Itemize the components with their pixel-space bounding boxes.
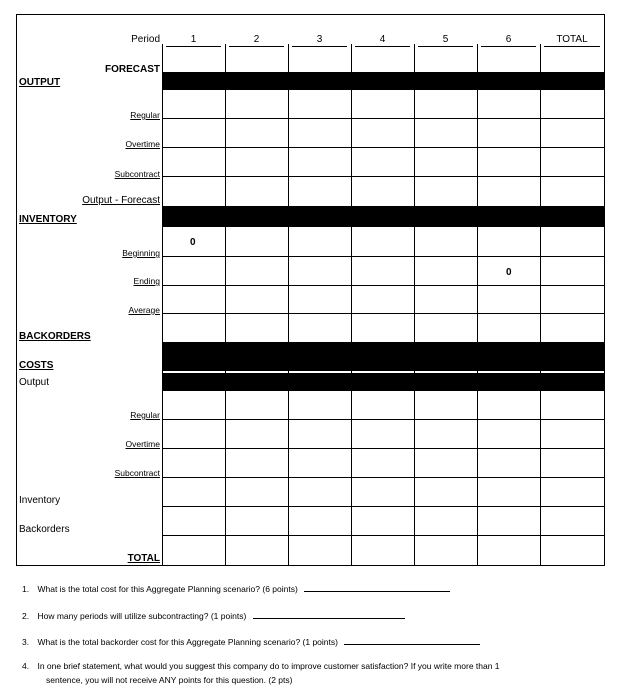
ending-label: Ending [133, 276, 160, 286]
subcontract-label: Subcontract [114, 169, 160, 179]
period-header-5: 5 [418, 35, 473, 47]
question-2-number: 2. [22, 611, 30, 621]
question-3-text: What is the total backorder cost for this Aggregate Planning scenario? (1 points) [37, 637, 338, 647]
question-2-answer-blank[interactable] [253, 610, 405, 619]
inventory-section-heading: INVENTORY [19, 214, 77, 225]
question-4-continuation: sentence, you will not receive ANY points for this question. (2 pts) [46, 675, 293, 685]
total-cost-label: TOTAL [127, 553, 160, 564]
question-3-answer-blank[interactable] [344, 636, 480, 645]
question-3 [22, 636, 480, 647]
question-4-number: 4. [22, 661, 30, 671]
ending-inventory-p6-value: 0 [506, 267, 512, 278]
question-2 [22, 610, 405, 621]
output-cost-black-bar [162, 373, 605, 390]
output-cost-label: Output [19, 377, 50, 388]
period-header-6: 6 [481, 35, 536, 47]
cost-overtime-label: Overtime [125, 439, 160, 449]
period-header-4: 4 [355, 35, 410, 47]
forecast-label: FORECAST [105, 64, 160, 75]
cost-regular-label: Regular [130, 410, 160, 420]
inventory-cost-label: Inventory [19, 495, 61, 506]
cost-subcontract-label: Subcontract [114, 468, 160, 478]
output-minus-forecast-label: Output - Forecast [82, 195, 160, 206]
question-3-number: 3. [22, 637, 30, 647]
forecast-black-bar [162, 72, 605, 89]
overtime-label: Overtime [125, 139, 160, 149]
costs-black-bar [162, 342, 605, 371]
question-1 [22, 583, 450, 594]
period-label: Period [131, 34, 160, 45]
question-2-text: How many periods will utilize subcontracting? (1 points) [37, 611, 247, 621]
period-header-2: 2 [229, 35, 284, 47]
backorders-cost-label: Backorders [19, 524, 70, 535]
output-forecast-black-bar [162, 206, 605, 226]
period-header-total: TOTAL [544, 35, 600, 47]
beginning-inventory-p1-value: 0 [190, 237, 196, 248]
output-section-heading: OUTPUT [19, 77, 61, 88]
backorders-section-heading: BACKORDERS [19, 331, 91, 342]
question-1-number: 1. [22, 584, 30, 594]
question-1-answer-blank[interactable] [304, 583, 450, 592]
costs-section-heading: COSTS [19, 360, 54, 371]
beginning-label: Beginning [122, 248, 160, 258]
average-label: Average [128, 305, 160, 315]
regular-label: Regular [130, 110, 160, 120]
question-1-text: What is the total cost for this Aggregate Planning scenario? (6 points) [37, 584, 298, 594]
period-header-1: 1 [166, 35, 221, 47]
period-header-3: 3 [292, 35, 347, 47]
question-4-text: In one brief statement, what would you suggest this company do to improve customer satisfaction? If you write more than 1 [37, 661, 500, 671]
question-4 [22, 661, 500, 671]
